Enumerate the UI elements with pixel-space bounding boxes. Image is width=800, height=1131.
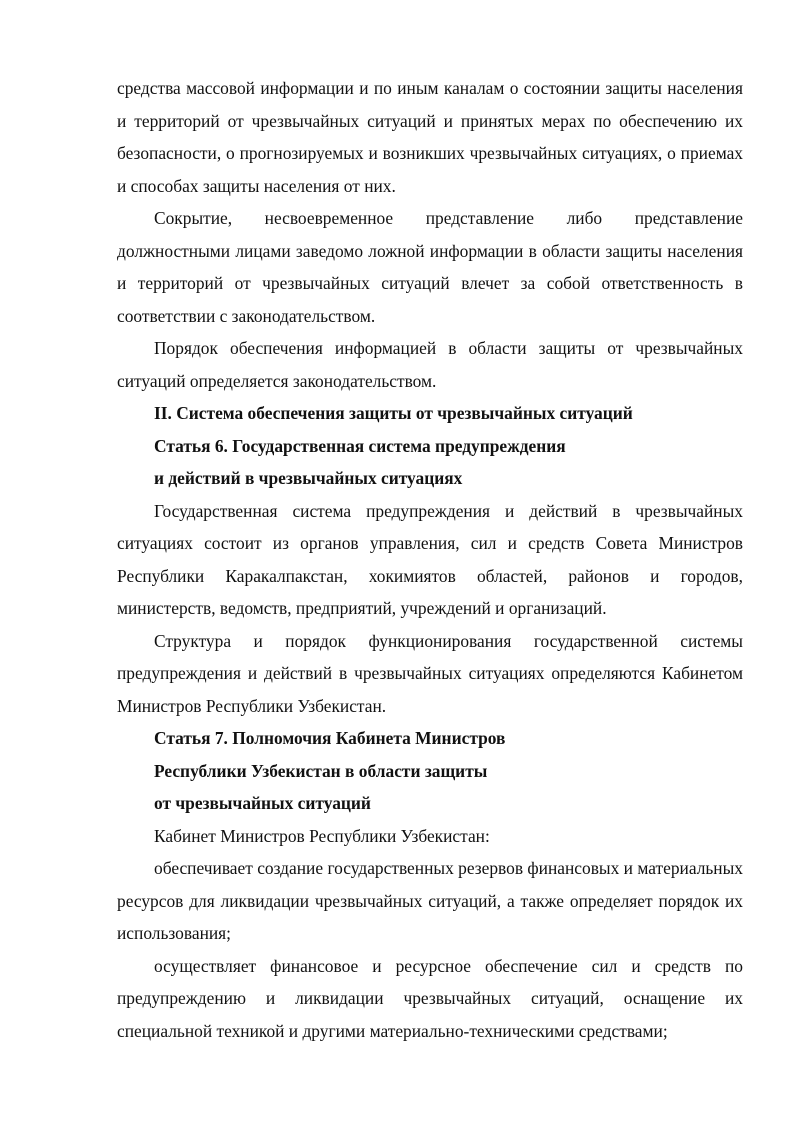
paragraph-cabinet-financing: осуществляет финансовое и ресурсное обеспечение сил и средств по предупреждению и ликвидации чрезвычайных ситуаций, оснащение их специальной техникой и другими материально-техническими средствами; [117,955,743,1041]
section-heading: II. Система обеспечения защиты от чрезвычайных ситуаций [154,403,633,423]
paragraph-cabinet-intro: Кабинет Министров Республики Узбекистан: [154,825,490,846]
document-page [117,72,743,1047]
paragraph-cabinet-reserves: обеспечивает создание государственных резервов финансовых и материальных ресурсов для ликвидации чрезвычайных ситуаций, а также определяет порядок их использования; [117,858,743,943]
article-7-title-line-1: Статья 7. Полномочия Кабинета Министров [154,728,506,748]
paragraph-state-system-structure: Структура и порядок функционирования государственной системы предупреждения и действий в чрезвычайных ситуациях определяются Кабинетом Министров Республики Узбекистан. [117,630,743,716]
paragraph-concealment-liability: Сокрытие, несвоевременное представление либо представление должностными лицами заведомо ложной информации в области защиты населения и территорий от чрезвычайных ситуаций влечет за собой ответственность в соответствии с законодательством. [117,208,743,326]
article-6-title-line-2: и действий в чрезвычайных ситуациях [154,468,463,488]
article-6-title-line-1: Статья 6. Государственная система предупреждения [154,435,566,456]
paragraph-continuation: средства массовой информации и по иным каналам о состоянии защиты населения и территорий от чрезвычайных ситуаций и принятых мерах по обеспечению их безопасности, о прогнозируемых и возникших чрезвычайных ситуациях, о приемах и способах защиты населения от них. [117,78,743,196]
paragraph-information-procedure: Порядок обеспечения информацией в области защиты от чрезвычайных ситуаций определяется законодательством. [117,338,743,391]
article-7-title-line-3: от чрезвычайных ситуаций [154,793,371,813]
article-7-title-line-2: Республики Узбекистан в области защиты [154,760,488,781]
paragraph-state-system-composition: Государственная система предупреждения и действий в чрезвычайных ситуациях состоит из органов управления, сил и средств Совета Министров Республики Каракалпакстан, хокимиятов областей, районов и городов, министерств, ведомств, предприятий, учреждений и организаций. [117,500,743,618]
